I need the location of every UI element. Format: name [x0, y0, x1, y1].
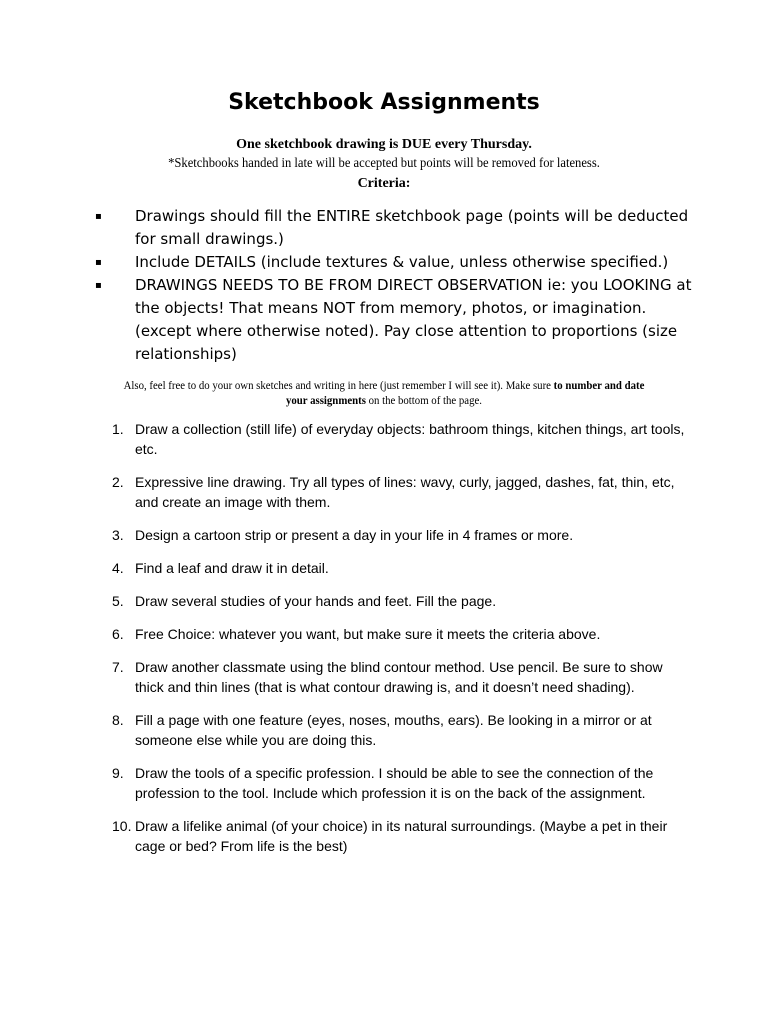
assignment-text: Draw several studies of your hands and feet. Fill the page. [135, 593, 497, 609]
assignment-number: 7. [112, 659, 124, 675]
assignment-text: Fill a page with one feature (eyes, noses, mouths, ears). Be looking in a mirror or at someone else while you are doing this. [135, 712, 652, 748]
bullet-icon: ▪ [95, 211, 102, 222]
criteria-heading: Criteria: [357, 176, 411, 191]
assignment-text: Draw the tools of a specific profession. I should be able to see the connection of the profession to the tool. Include which profession it is on the back of the assignment. [135, 765, 654, 801]
assignment-number: 4. [112, 560, 124, 576]
assignment-item [112, 763, 692, 803]
assignment-item [112, 657, 692, 697]
criteria-item [95, 251, 695, 274]
assignment-number: 1. [112, 421, 124, 437]
assignment-item [112, 624, 692, 644]
assignment-number: 9. [112, 765, 124, 781]
assignment-number: 5. [112, 593, 124, 609]
assignment-item [112, 419, 692, 459]
late-policy-line: *Sketchbooks handed in late will be accepted but points will be removed for lateness. [168, 156, 600, 171]
note-emphasis: to number and date your assignments [285, 378, 645, 407]
assignment-item [112, 472, 692, 512]
assignment-list [112, 419, 692, 869]
assignment-text: Expressive line drawing. Try all types of lines: wavy, curly, jagged, dashes, fat, thin, etc, and create an image with them. [135, 474, 675, 510]
assignment-number: 3. [112, 527, 124, 543]
assignment-number: 6. [112, 626, 124, 642]
bullet-icon: ▪ [95, 257, 102, 268]
page-title: Sketchbook Assignments [228, 90, 540, 115]
assignment-text: Free Choice: whatever you want, but make sure it meets the criteria above. [135, 626, 601, 642]
assignment-number: 10. [112, 818, 132, 834]
assignment-item [112, 558, 692, 578]
assignment-text: Find a leaf and draw it in detail. [135, 560, 329, 576]
assignment-item [112, 591, 692, 611]
assignment-number: 2. [112, 474, 124, 490]
assignment-text: Draw a lifelike animal (of your choice) in its natural surroundings. (Maybe a pet in their cage or bed? From life is the best) [135, 818, 668, 854]
criteria-item-text: DRAWINGS NEEDS TO BE FROM DIRECT OBSERVATION ie: you LOOKING at the objects! That means NOT from memory, photos, or imagination. (except where otherwise noted). Pay close attention to proportions (size relationships) [135, 276, 692, 363]
bullet-icon: ▪ [95, 280, 102, 291]
assignment-item [112, 525, 692, 545]
assignment-item [112, 816, 692, 856]
assignment-number: 8. [112, 712, 124, 728]
assignment-item [112, 710, 692, 750]
assignment-text: Design a cartoon strip or present a day in your life in 4 frames or more. [135, 527, 574, 543]
criteria-item [95, 274, 695, 366]
criteria-list [95, 205, 695, 366]
sketch-note [119, 378, 648, 408]
assignment-text: Draw another classmate using the blind contour method. Use pencil. Be sure to show thick and thin lines (that is what contour drawing is, and it doesn’t need shading). [135, 659, 663, 695]
criteria-item-text: Include DETAILS (include textures & value, unless otherwise specified.) [135, 253, 669, 271]
note-text: Also, feel free to do your own sketches and writing in here (just remember I will see it). Make sure [123, 378, 554, 392]
criteria-item [95, 205, 695, 251]
criteria-item-text: Drawings should fill the ENTIRE sketchbook page (points will be deducted for small drawings.) [135, 207, 689, 248]
note-text-end: on the bottom of the page. [365, 393, 483, 407]
due-line: One sketchbook drawing is DUE every Thursday. [236, 137, 532, 152]
assignment-text: Draw a collection (still life) of everyday objects: bathroom things, kitchen things, art tools, etc. [135, 421, 685, 457]
